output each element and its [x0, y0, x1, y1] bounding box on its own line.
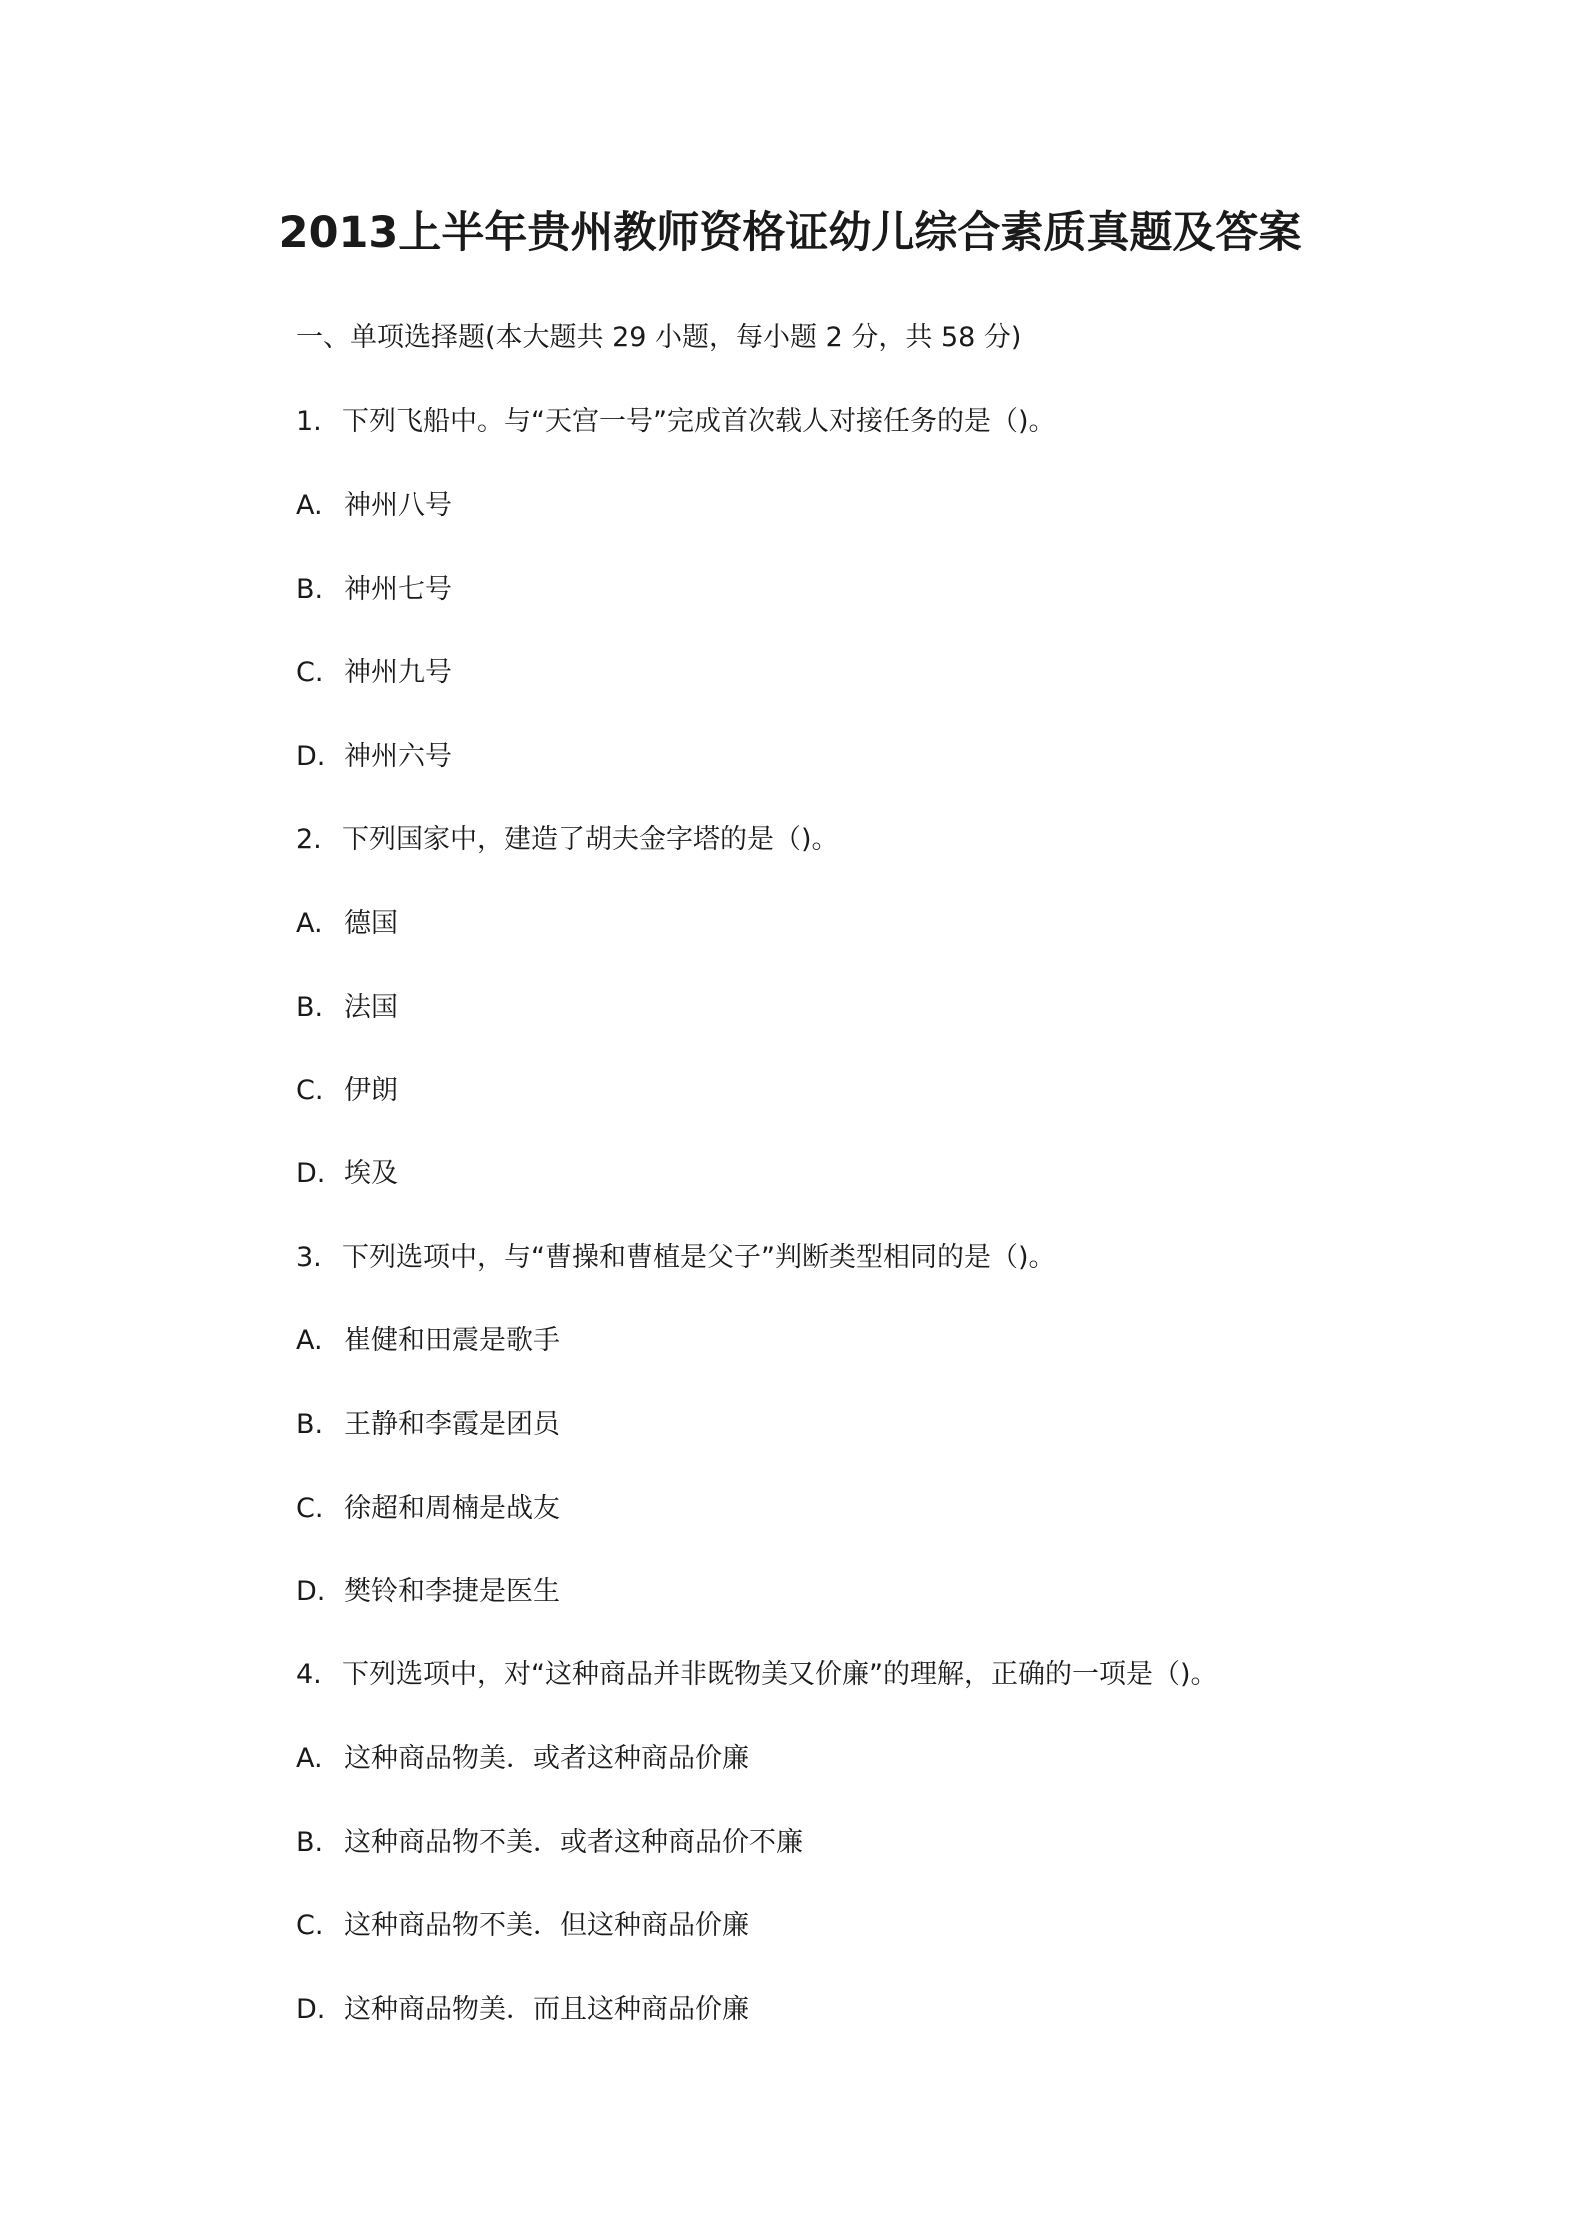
question-1-option-a — [296, 486, 452, 526]
question-text: 下列国家中，建造了胡夫金字塔的是（)。 — [342, 824, 839, 855]
question-3-option-b — [296, 1405, 560, 1445]
question-number: 2. — [296, 824, 322, 855]
question-3-option-d — [296, 1572, 560, 1612]
question-1 — [296, 402, 1056, 442]
option-text: 德国 — [344, 908, 398, 939]
option-text: 埃及 — [344, 1158, 398, 1189]
question-4-option-a — [296, 1739, 749, 1779]
question-4-option-b — [296, 1823, 803, 1863]
option-letter: A. — [296, 1743, 323, 1774]
option-text: 伊朗 — [344, 1075, 398, 1106]
option-text: 樊铃和李捷是医生 — [344, 1576, 560, 1607]
question-3 — [296, 1238, 1056, 1278]
option-letter: D. — [296, 1994, 326, 2025]
option-text: 神州八号 — [344, 490, 452, 521]
question-number: 4. — [296, 1659, 322, 1690]
question-1-option-d — [296, 737, 452, 777]
option-letter: C. — [296, 657, 324, 688]
question-text: 下列选项中，对“这种商品并非既物美又价廉”的理解，正确的一项是（)。 — [342, 1659, 1218, 1690]
question-number: 1. — [296, 406, 322, 437]
question-1-option-b — [296, 570, 452, 610]
option-letter: C. — [296, 1075, 324, 1106]
question-4 — [296, 1655, 1218, 1695]
option-letter: B. — [296, 1827, 324, 1858]
question-number: 3. — [296, 1242, 322, 1273]
option-letter: C. — [296, 1910, 324, 1941]
option-letter: A. — [296, 490, 323, 521]
option-text: 这种商品物美．或者这种商品价廉 — [344, 1743, 749, 1774]
option-text: 王静和李霞是团员 — [344, 1409, 560, 1440]
option-text: 神州七号 — [344, 574, 452, 605]
question-text: 下列飞船中。与“天宫一号”完成首次载人对接任务的是（)。 — [342, 406, 1056, 437]
question-2-option-b — [296, 988, 398, 1028]
option-text: 法国 — [344, 992, 398, 1023]
option-letter: C. — [296, 1493, 324, 1524]
option-letter: B. — [296, 1409, 324, 1440]
question-2-option-c — [296, 1071, 398, 1111]
question-3-option-a — [296, 1321, 560, 1361]
option-letter: A. — [296, 1325, 323, 1356]
section-heading: 一、单项选择题(本大题共 29 小题，每小题 2 分，共 58 分) — [296, 322, 1022, 353]
option-letter: D. — [296, 1158, 326, 1189]
question-2-option-d — [296, 1154, 398, 1194]
question-1-option-c — [296, 653, 452, 693]
option-letter: B. — [296, 992, 324, 1023]
page-title: 2013上半年贵州教师资格证幼儿综合素质真题及答案 — [278, 208, 1302, 258]
option-text: 神州六号 — [344, 741, 452, 772]
option-letter: A. — [296, 908, 323, 939]
question-4-option-c — [296, 1906, 749, 1946]
option-text: 这种商品物美．而且这种商品价廉 — [344, 1994, 749, 2025]
option-text: 这种商品物不美．但这种商品价廉 — [344, 1910, 749, 1941]
option-text: 徐超和周楠是战友 — [344, 1493, 560, 1524]
question-2 — [296, 820, 839, 860]
question-3-option-c — [296, 1489, 560, 1529]
question-text: 下列选项中，与“曹操和曹植是父子”判断类型相同的是（)。 — [342, 1242, 1056, 1273]
option-text: 这种商品物不美．或者这种商品价不廉 — [344, 1827, 803, 1858]
question-2-option-a — [296, 904, 398, 944]
option-text: 崔健和田震是歌手 — [344, 1325, 560, 1356]
option-text: 神州九号 — [344, 657, 452, 688]
option-letter: D. — [296, 741, 326, 772]
option-letter: D. — [296, 1576, 326, 1607]
question-4-option-d — [296, 1990, 749, 2030]
option-letter: B. — [296, 574, 324, 605]
